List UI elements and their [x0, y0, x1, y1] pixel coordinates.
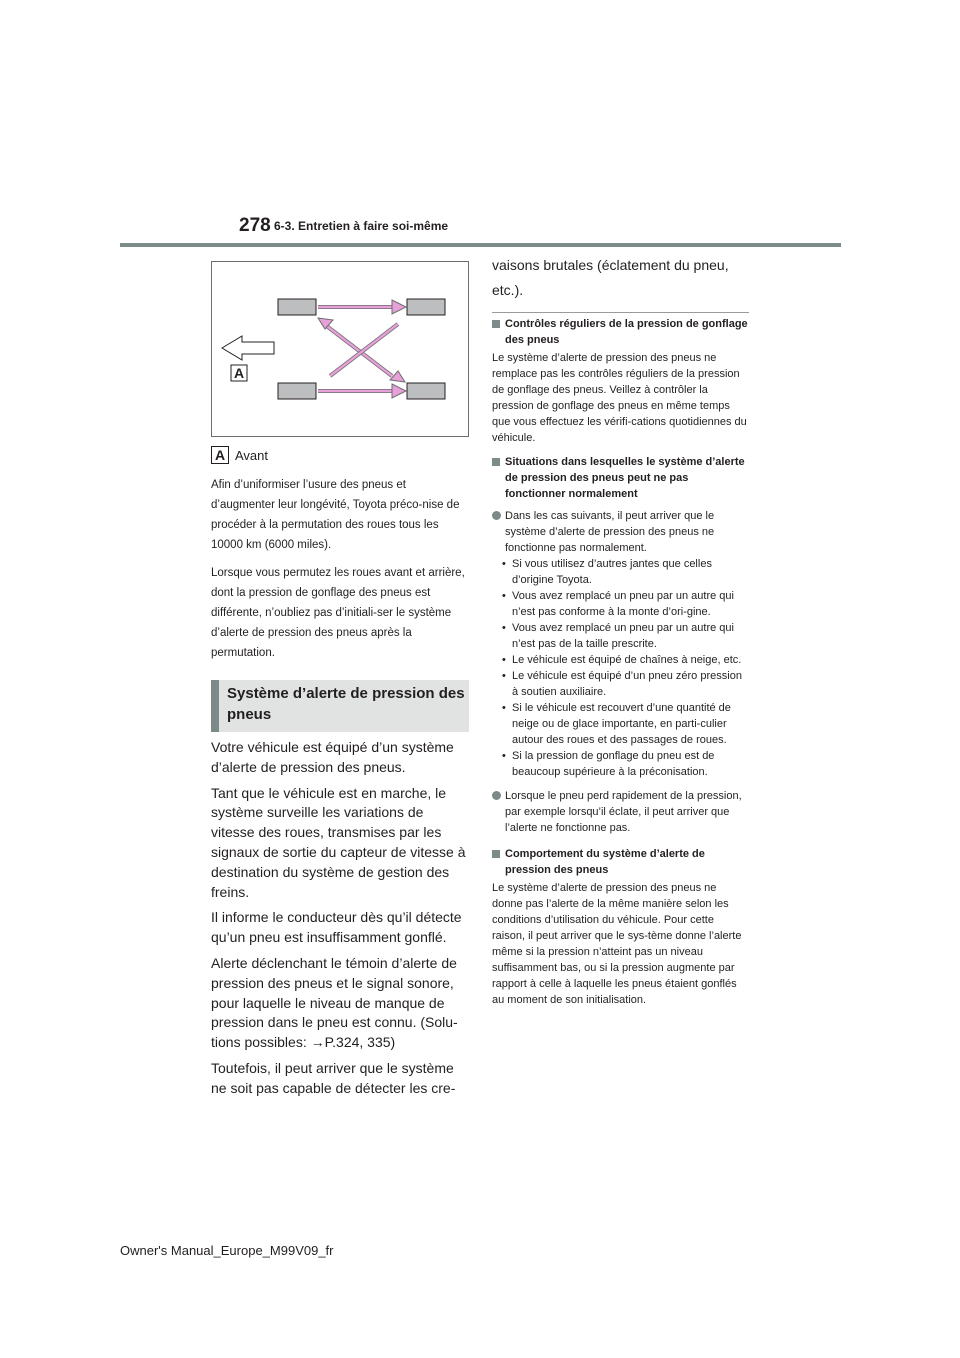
intro-block	[211, 475, 469, 671]
figure-label: A	[233, 365, 245, 381]
caption-letter-box: A	[211, 446, 229, 464]
body-paragraph-5: Toutefois, il peut arriver que le système ne soit pas capable de détecter les cre-	[211, 1059, 456, 1096]
body-block	[211, 738, 469, 1105]
body-paragraph-1: Votre véhicule est équipé d’un système d’alerte de pression des pneus.	[211, 739, 454, 775]
rear-right-tire	[407, 383, 445, 399]
list-item: • Si le véhicule est recouvert d’une quantité de neige ou de glace importante, en parti-culier autour des roues et des passages de roues.	[502, 700, 750, 748]
body-paragraph-2: Tant que le véhicule est en marche, le système surveille les variations de vitesse des roues, transmises par les signaux de sortie du capteur de vitesse à destination du système de gestion des freins.	[211, 784, 466, 900]
square-bullet-icon	[492, 458, 500, 466]
front-right-tire	[407, 299, 445, 315]
dot-item-2: Lorsque le pneu perd rapidement de la pression, par exemple lorsqu’il éclate, il peut arriver que l’alerte ne fonctionne pas.	[492, 788, 750, 836]
note-heading-3: Comportement du système d’alerte de pression des pneus	[492, 846, 750, 878]
rear-left-tire	[278, 383, 316, 399]
page-number: 278	[239, 215, 271, 236]
header-rule	[120, 243, 841, 247]
front-left-tire	[278, 299, 316, 315]
body-paragraph-4: Alerte déclenchant le témoin d’alerte de pression des pneus et le signal sonore, pour laquelle le niveau de manque de pression dans le pneu est connu. (Solu-tions possibles: →P.324, 335)	[211, 954, 458, 1051]
rear-arrow	[318, 384, 406, 398]
forward-direction-arrow	[222, 336, 274, 360]
note-heading-2: Situations dans lesquelles le système d’alerte de pression des pneus peut ne pas fonctionner normalement	[492, 454, 750, 502]
footer-text: Owner's Manual_Europe_M99V09_fr	[120, 1243, 334, 1258]
list-item: • Le véhicule est équipé d’un pneu zéro pression à soutien auxiliaire.	[502, 668, 750, 700]
section-heading: Système d’alerte de pression des pneus	[211, 680, 469, 732]
section-title: 6-3. Entretien à faire soi-même	[274, 219, 449, 233]
list-item: • Vous avez remplacé un pneu par un autre qui n’est pas conforme à la monte d’ori-gine.	[502, 588, 750, 620]
list-item: • Le véhicule est équipé de chaînes à neige, etc.	[502, 652, 750, 668]
list-item: • Si la pression de gonflage du pneu est de beaucoup supérieure à la préconisation.	[502, 748, 750, 780]
square-bullet-icon	[492, 850, 500, 858]
dot-item-1: Dans les cas suivants, il peut arriver que le système d’alerte de pression des pneus ne fonctionne pas normalement.	[492, 508, 750, 556]
caption-text: Avant	[235, 447, 269, 463]
intro-paragraph-2: Lorsque vous permutez les roues avant et arrière, dont la pression de gonflage des pneus est différente, n’oubliez pas d’initiali-ser le système d’alerte de pression des pneus après la permutation.	[211, 567, 465, 659]
tire-rotation-figure	[211, 261, 469, 437]
front-arrow	[318, 300, 406, 314]
square-bullet-icon	[492, 320, 500, 328]
intro-paragraph-1: Afin d’uniformiser l’usure des pneus et d’augmenter leur longévité, Toyota préco-nise de procéder à la permutation des roues tous les 10000 km (6000 miles).	[211, 479, 460, 551]
list-item: • Vous avez remplacé un pneu par un autre qui n’est pas de la taille prescrite.	[502, 620, 750, 652]
condition-list	[502, 556, 750, 780]
divider	[492, 312, 749, 313]
list-item: • Si vous utilisez d’autres jantes que celles d’origine Toyota.	[502, 556, 750, 588]
note-paragraph-3: Le système d’alerte de pression des pneus ne donne pas l’alerte de la même manière selon les conditions d’utilisation du véhicule. Pour cette raison, il peut arriver que le sys-tème donne l’alerte même si la pression n’atteint pas un niveau suffisamment bas, ou si la pression augmente par rapport à celle à laquelle les pneus étaient gonflés au moment de son initialisation.	[492, 882, 742, 1006]
note-paragraph-1: Le système d’alerte de pression des pneus ne remplace pas les contrôles réguliers de la pression de gonflage des pneus. Veillez à contrôler la pression de gonflage des pneus en même temps que vous effectuez les vérifi-cations quotidiennes du véhicule.	[492, 352, 747, 444]
dot-bullet-icon	[492, 791, 501, 800]
note-heading-1: Contrôles réguliers de la pression de gonflage des pneus	[492, 316, 750, 348]
continuation-text: vaisons brutales (éclatement du pneu, etc.).	[492, 257, 729, 298]
body-paragraph-3: Il informe le conducteur dès qu’il détecte qu’un pneu est insuffisamment gonflé.	[211, 909, 462, 946]
dot-bullet-icon	[492, 511, 501, 520]
tire-rotation-diagram	[212, 262, 468, 436]
figure-caption	[211, 446, 268, 464]
notes-block	[492, 316, 750, 1016]
